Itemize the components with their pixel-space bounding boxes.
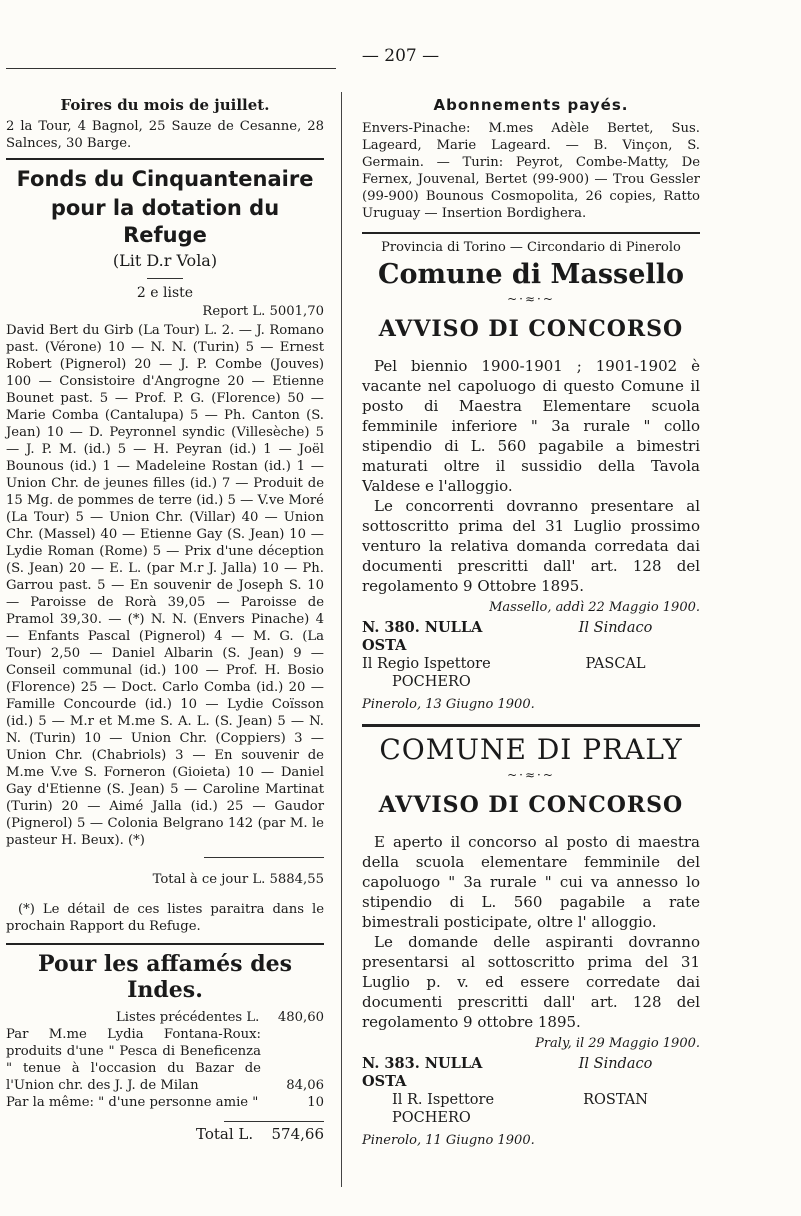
fonds-section [6, 166, 324, 935]
foires-text: 2 la Tour, 4 Bagnol, 25 Sauze de Cesanne, 28 Salnces, 30 Barge. [6, 119, 324, 151]
massello-date: Massello, addì 22 Maggio 1900. [489, 600, 700, 615]
praly-ispettore-name: POCHERO [392, 1110, 471, 1126]
fonds-subtitle: (Lit D.r Vola) [112, 251, 218, 270]
massello-sindaco-name: PASCAL [585, 656, 646, 672]
indes-item-2-text: Par la même: " d'une personne amie " [6, 1095, 259, 1111]
indes-total-label: Total L. [196, 1125, 254, 1144]
praly-sindaco: Il Sindaco [578, 1056, 653, 1072]
foires-title: Foires du mois de juillet. [60, 96, 270, 114]
praly-place-date: Pinerolo, 11 Giugno 1900. [362, 1133, 535, 1148]
praly-p2: Le domande delle aspiranti dovranno presentarsi al sottoscritto prima del 31 Luglio p. v. ed essere corredate dai documenti prescritti dall' art. 128 del regolamento 9 ottobre 1895. [362, 933, 700, 1031]
indes-item-2-amount: 10 [307, 1095, 324, 1111]
massello-signatures [362, 619, 700, 691]
left-column [6, 90, 324, 1143]
indes-item-1 [6, 1026, 324, 1094]
abonnements-section [362, 96, 700, 222]
page-number: — 207 — [361, 46, 440, 66]
total-rule [224, 1121, 324, 1122]
praly-notice [362, 733, 700, 1148]
ornament-icon: ~·≈·~ [507, 292, 555, 306]
indes-total [6, 1126, 324, 1143]
massello-ispettore-name: POCHERO [392, 674, 471, 690]
massello-ispettore: Il Regio Ispettore [362, 656, 491, 672]
praly-nulla-osta: N. 383. NULLA OSTA [362, 1055, 483, 1090]
fonds-total: Total à ce jour L. 5884,55 [152, 872, 324, 888]
abonnements-text: Envers-Pinache: M.mes Adèle Bertet, Sus. Lageard, Marie Lageard. — B. Vinçon, S. Germain. — Turin: Peyrot, Combe-Matty, De Fernex, Jouvenal, Bertet (99-900) — Trou Gessler (99-900) Bounous Cosmopolita, 26 copies, Ratto Uruguay — Insertion Bordighera. [362, 121, 700, 221]
indes-item-1-amount: 84,06 [286, 1078, 324, 1094]
indes-previous [6, 1009, 324, 1026]
praly-ispettore: Il R. Ispettore [392, 1092, 495, 1108]
section-rule [6, 943, 324, 945]
massello-p2: Le concorrenti dovranno presentare al sottoscritto prima del 31 Luglio prossimo venturo la relativa domanda corredata dai documenti prescritti dall' art. 128 del regolamento 9 Ottobre 1895. [362, 497, 700, 595]
fonds-liste: 2 e liste [136, 285, 194, 301]
section-rule [362, 232, 700, 234]
fonds-report: Report L. 5001,70 [202, 304, 324, 319]
short-rule [147, 278, 183, 279]
indes-total-amount: 574,66 [271, 1125, 324, 1144]
section-rule [362, 724, 700, 727]
massello-nulla-osta: N. 380. NULLA OSTA [362, 619, 483, 654]
praly-signatures [362, 1055, 700, 1127]
massello-provincia: Provincia di Torino — Circondario di Pinerolo [381, 240, 681, 255]
massello-comune: Comune di Massello [378, 259, 684, 290]
fonds-note: (*) Le détail de ces listes paraitra dans le prochain Rapport du Refuge. [6, 902, 324, 935]
praly-avviso: AVVISO DI CONCORSO [378, 792, 684, 818]
header-rule [6, 68, 336, 69]
indes-item-1-text: Par M.me Lydia Fontana-Roux: produits d'une " Pesca di Beneficenza " tenue à l'occasion du Bazar de l'Union chr. des J. J. de Milan [6, 1027, 261, 1094]
massello-sindaco: Il Sindaco [578, 620, 653, 636]
massello-p1: Pel biennio 1900-1901 ; 1901-1902 è vacante nel capoluogo di questo Comune il posto di Maestra Elementare scuola femminile inferiore " 3a rurale " collo stipendio di L. 560 pagabile a bimestri maturati oltre il sussidio della Tavola Valdese e l'alloggio. [362, 357, 700, 495]
praly-sindaco-name: ROSTAN [583, 1092, 648, 1108]
praly-date: Praly, il 29 Maggio 1900. [535, 1036, 700, 1051]
fonds-body: David Bert du Girb (La Tour) L. 2. — J. Romano past. (Vérone) 10 — N. N. (Turin) 5 — Ernest Robert (Pignerol) 20 — J. P. Combe (Jouves) 100 — Consistoire d'Angrogne 20 — Etienne Bounet past. 5 — Prof. P. G. (Florence) 50 — Marie Comba (Cantalupa) 5 — Ph. Canton (S. Jean) 10 — D. Peyronnel syndic (Villesèche) 5 — J. P. M. (id.) 5 — H. Peyran (id.) 1 — Joël Bounous (id.) 1 — Madeleine Rostan (id.) 1 — Union Chr. de jeunes filles (id.) 7 — Produit de 15 Mg. de pommes de terre (id.) 5 — V.ve Moré (La Tour) 5 — Union Chr. (Villar) 40 — Union Chr. (Massel) 40 — Etienne Gay (S. Jean) 10 — Lydie Roman (Rome) 5 — Prix d'une déception (S. Jean) 20 — E. L. (par M.r J. Jalla) 10 — Ph. Garrou past. 5 — En souvenir de Joseph S. 10 — Paroisse de Rorà 39,05 — Paroisse de Pramol 39,30. — (*) N. N. (Envers Pinache) 4 — Enfants Pascal (Pignerol) 4 — M. G. (La Tour) 2,50 — Daniel Albarin (S. Jean) 9 — Conseil communal (id.) 100 — Prof. H. Bosio (Florence) 25 — Doct. Carlo Comba (id.) 20 — Famille Concourde (id.) 10 — Lydie Coïsson (id.) 5 — M.r et M.me S. A. L. (S. Jean) 5 — N. N. (Turin) 10 — Union Chr. (Coppiers) 3 — Union Chr. (Chabriols) 3 — En souvenir de M.me V.ve S. Forneron (Gioieta) 10 — Daniel Gay d'Etienne (S. Jean) 5 — Caroline Martinat (Turin) 20 — Aimé Jalla (id.) 25 — Gaudor (Pignerol) 5 — Colonia Belgrano 142 (par M. le pasteur H. Beux). (*) [6, 323, 324, 848]
massello-avviso: AVVISO DI CONCORSO [378, 316, 684, 342]
indes-item-2 [6, 1094, 324, 1111]
abonnements-title: Abonnements payés. [433, 96, 629, 114]
indes-section [6, 951, 324, 1143]
ornament-icon: ~·≈·~ [507, 768, 555, 782]
indes-previous-amount: 480,60 [277, 1010, 324, 1026]
right-column [362, 90, 700, 1154]
indes-title: Pour les affamés des Indes. [38, 951, 292, 1004]
massello-notice [362, 240, 700, 712]
fonds-title-2: pour la dotation du Refuge [50, 196, 280, 247]
massello-place-date: Pinerolo, 13 Giugno 1900. [362, 697, 535, 712]
praly-p1: E aperto il concorso al posto di maestra della scuola elementare femminile del capoluogo " 3a rurale " cui va annesso lo stipendio di L. 560 pagabile a rate bimestrali posticipate, oltre l' alloggio. [362, 833, 700, 931]
indes-previous-label: Listes précédentes L. [116, 1010, 260, 1026]
praly-comune: COMUNE DI PRALY [379, 733, 683, 766]
section-rule [6, 158, 324, 160]
column-divider [341, 92, 342, 1187]
total-rule [204, 857, 324, 858]
fonds-title-1: Fonds du Cinquantenaire [16, 167, 314, 191]
foires-section [6, 96, 324, 152]
